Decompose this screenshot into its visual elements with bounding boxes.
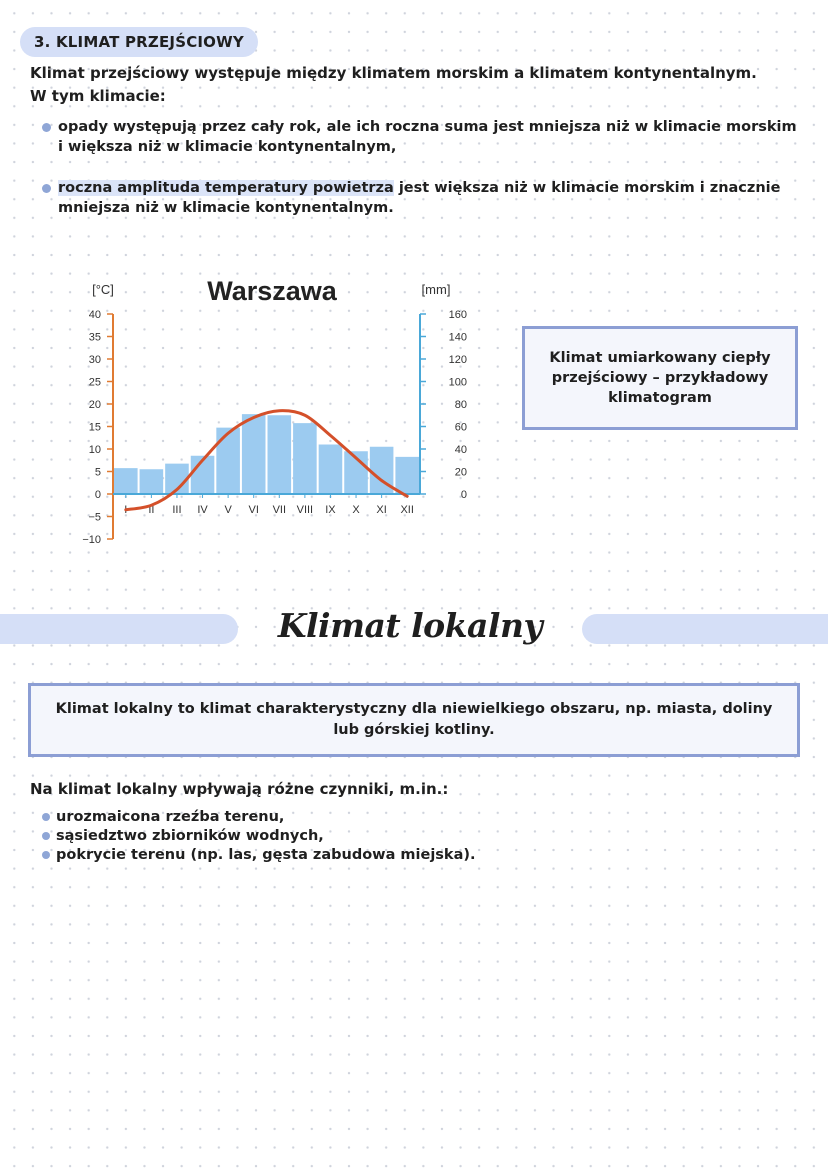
bullet-dot-icon: [42, 832, 50, 840]
x-tick-label: X: [352, 504, 360, 516]
x-tick-label: IX: [325, 504, 336, 516]
y-axis-right-label: [mm]: [421, 282, 451, 297]
y-left-tick-label: 35: [88, 331, 101, 344]
y-right-tick-label: 140: [448, 331, 467, 344]
y-right-tick-label: 60: [454, 421, 467, 434]
intro-line-2: W tym klimacie:: [30, 87, 166, 105]
list-item-text: pokrycie terenu (np. las, gęsta zabudowa miejska).: [56, 847, 476, 863]
intro-line-1: Klimat przejściowy występuje między klimatem morskim a klimatem kontynentalnym.: [30, 64, 757, 82]
list-item: [42, 827, 476, 846]
y-axis-left-label: [°C]: [92, 282, 114, 297]
y-right-tick-label: 100: [448, 376, 467, 389]
y-left-tick-label: 25: [88, 376, 101, 389]
list-item: [42, 808, 476, 827]
definition-text: Klimat lokalny to klimat charakterystyczny dla niewielkiego obszaru, np. miasta, doliny lub górskiej kotliny.: [55, 701, 773, 738]
x-tick-label: XII: [400, 504, 414, 516]
precipitation-bar: [293, 423, 317, 494]
precipitation-bar: [140, 469, 164, 494]
x-tick-label: VII: [272, 504, 287, 516]
definition-box: [28, 683, 800, 757]
x-tick-label: XI: [376, 504, 387, 516]
y-right-tick-label: 0: [460, 489, 467, 501]
x-tick-label: II: [148, 504, 155, 516]
divider-bar-left: [0, 614, 238, 644]
x-tick-label: I: [124, 504, 128, 516]
y-left-tick-label: −5: [88, 511, 101, 524]
list-item-text: sąsiedztwo zbiorników wodnych,: [56, 828, 324, 844]
y-right-tick-label: 120: [448, 354, 467, 366]
list-item: [42, 178, 802, 218]
local-climate-title: Klimat lokalny: [277, 606, 543, 645]
y-left-tick-label: 30: [88, 354, 101, 366]
section-heading: 3. KLIMAT PRZEJŚCIOWY: [20, 27, 258, 57]
list-item-text: opady występują przez cały rok, ale ich roczna suma jest mniejsza niż w klimacie morskim i większa niż w klimacie kontynentalnym,: [58, 119, 797, 155]
y-right-tick-label: 80: [454, 399, 467, 411]
y-left-tick-label: 0: [94, 489, 101, 501]
chart-title: Warszawa: [207, 276, 337, 306]
precipitation-bar: [216, 428, 240, 494]
y-left-tick-label: 10: [88, 444, 101, 456]
y-left-tick-label: 40: [88, 309, 101, 321]
y-left-tick-label: 15: [88, 421, 101, 434]
precipitation-bar: [395, 457, 419, 494]
x-tick-label: IV: [197, 504, 208, 516]
bullet-dot-icon: [42, 813, 50, 821]
precipitation-bar: [242, 414, 266, 494]
precipitation-bar: [319, 445, 343, 495]
x-tick-label: VI: [248, 504, 259, 516]
bullet-dot-icon: [42, 123, 51, 132]
factors-list: [42, 808, 476, 865]
climatogram-caption: Klimat umiarkowany ciepły przejściowy – przykładowy klimatogram: [549, 350, 771, 406]
divider-bar-right: [582, 614, 828, 644]
bullet-dot-icon: [42, 851, 50, 859]
factors-intro: Na klimat lokalny wpływają różne czynniki, m.in.:: [30, 780, 449, 798]
y-left-tick-label: −10: [82, 534, 101, 546]
x-tick-label: VIII: [296, 504, 314, 516]
bullet-dot-icon: [42, 184, 51, 193]
y-right-tick-label: 160: [448, 309, 467, 321]
list-item-text: jest większa niż w klimacie morskim i znacznie mniejsza niż w klimacie kontynentalnym.: [58, 180, 781, 216]
y-left-tick-label: 5: [94, 466, 101, 479]
precipitation-bar: [268, 415, 292, 494]
y-right-tick-label: 20: [454, 466, 467, 479]
x-tick-label: V: [224, 504, 232, 516]
climatogram-caption-box: [522, 326, 798, 430]
y-right-tick-label: 40: [454, 444, 467, 456]
precipitation-bar: [114, 468, 138, 494]
highlighted-text: roczna amplituda temperatury powietrza: [58, 180, 394, 196]
intro-text: [30, 62, 800, 108]
list-item: [42, 846, 476, 865]
x-tick-label: III: [172, 504, 182, 516]
list-item-text: urozmaicona rzeźba terenu,: [56, 809, 285, 825]
climate-features-list: [42, 117, 802, 218]
climatogram-chart: [70, 270, 490, 560]
list-item: [42, 117, 802, 157]
y-left-tick-label: 20: [88, 399, 101, 411]
